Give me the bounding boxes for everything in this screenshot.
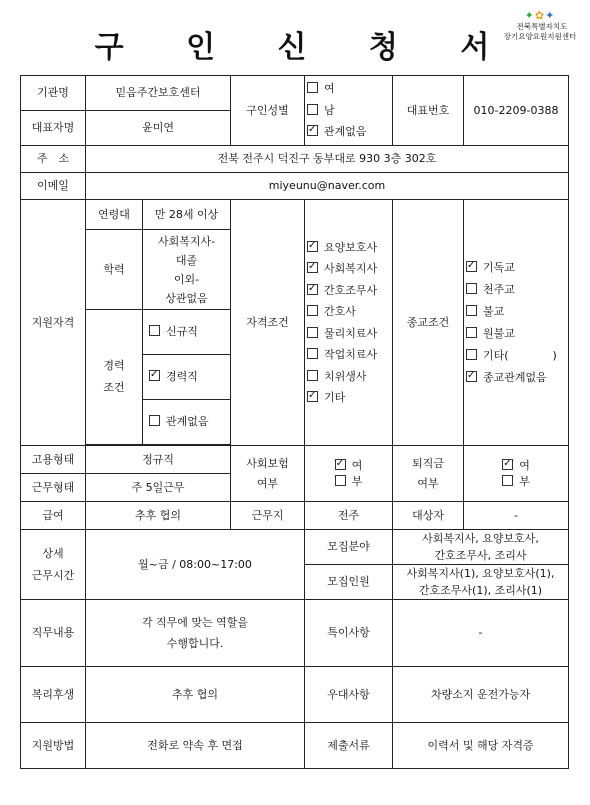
cert-option-label: 사회복지사 [324,262,378,275]
cert-option-label: 기타 [324,391,346,404]
cert-option [307,237,390,259]
cert-checkbox-list [307,237,390,409]
checkbox-icon[interactable] [307,348,318,359]
value-org-name: 믿음주간보호센터 [86,76,231,111]
severance-option-label: 여 [519,458,530,472]
religion-option [466,279,566,301]
insurance-option-label: 여 [351,458,363,472]
label-target: 대상자 [393,502,464,530]
label-rep-name: 대표자명 [21,111,86,146]
logo-line2: 장기요양요원지원센터 [503,32,577,41]
cert-option [307,301,390,323]
severance-option [502,474,530,490]
center-logo [500,10,580,42]
career-option-label: 경력직 [166,370,198,383]
severance-options [464,446,569,502]
cert-option-label: 간호조무사 [324,283,378,297]
label-email: 이메일 [21,173,86,200]
value-work-type: 주 5일근무 [86,474,231,502]
career-option-experienced [143,355,231,400]
severance-option [502,458,530,474]
label-preference: 우대사항 [305,667,393,723]
value-work-place: 전주 [305,502,393,530]
cert-option-label: 작업치료사 [324,348,378,361]
label-field: 모집분야 [305,530,393,565]
checkbox-icon[interactable] [502,475,513,486]
religion-option [466,323,566,345]
value-email: miyeunu@naver.com [86,173,569,200]
insurance-checkbox-list [335,458,363,490]
value-rep-name: 윤미연 [86,111,231,146]
gender-option-label: 여 [324,82,335,96]
cert-option-label: 치위생사 [324,369,367,383]
gender-option [307,78,390,100]
value-education: 사회복지사- 대졸 이외- 상관없음 [143,230,231,310]
gender-option [307,121,390,143]
cert-option-label: 물리치료사 [324,326,378,340]
cert-option [307,387,390,409]
label-career: 경력 조건 [86,310,143,445]
gender-option [307,100,390,122]
severance-checkbox-list [502,458,530,490]
cert-option [307,323,390,345]
career-option-label: 관계없음 [166,415,209,428]
logo-line1: 전북특별자치도 [516,22,568,31]
label-age: 연령대 [86,200,143,230]
cert-option-label: 간호사 [324,305,356,318]
label-insurance: 사회보험 여부 [231,446,305,502]
value-docs: 이력서 및 해당 자격증 [393,723,569,769]
value-field: 사회복지사, 요양보호사, 간호조무사, 조리사 [393,530,569,565]
gender-options [305,76,393,146]
cert-option [307,344,390,366]
label-headcount: 모집인원 [305,565,393,600]
cert-options [305,200,393,446]
checkbox-icon[interactable] [307,391,318,402]
insurance-option [335,458,363,474]
label-org-name: 기관명 [21,76,86,111]
checkbox-icon[interactable] [466,327,477,338]
value-special: - [393,600,569,667]
career-option-any [143,400,231,445]
label-work-type: 근무형태 [21,474,86,502]
religion-option-label: 기독교 [483,260,515,274]
job-request-form [20,75,569,769]
checkbox-icon[interactable] [307,82,318,93]
severance-option-label: 부 [519,474,530,488]
checkbox-icon[interactable] [307,284,318,295]
label-address: 주 소 [21,146,86,173]
religion-options [464,200,569,446]
religion-option-label: 원불교 [483,326,515,340]
cert-option [307,366,390,388]
label-cert: 자격조건 [231,200,305,446]
label-gender: 구인성별 [231,76,305,146]
label-docs: 제출서류 [305,723,393,769]
checkbox-icon[interactable] [335,459,346,470]
checkbox-icon[interactable] [466,349,477,360]
cert-option [307,258,390,280]
label-special: 특이사항 [305,600,393,667]
checkbox-icon[interactable] [307,370,318,381]
checkbox-icon[interactable] [335,475,346,486]
gender-checkbox-list [307,78,390,143]
value-preference: 차량소지 운전가능자 [393,667,569,723]
checkbox-icon[interactable] [149,415,160,426]
religion-option [466,367,566,389]
label-work-place: 근무지 [231,502,305,530]
insurance-options [305,446,393,502]
checkbox-icon[interactable] [307,125,318,136]
insurance-option [335,474,363,490]
value-salary: 추후 협의 [86,502,231,530]
checkbox-icon[interactable] [307,305,318,316]
value-duties: 각 직무에 맞는 역할을 수행합니다. [86,600,305,667]
checkbox-icon[interactable] [149,370,160,381]
checkbox-icon[interactable] [466,283,477,294]
value-target: - [464,502,569,530]
checkbox-icon[interactable] [307,241,318,252]
checkbox-icon[interactable] [466,261,477,272]
logo-mark-icon: ✦✿✦ [524,9,556,22]
label-qualification: 지원자격 [21,200,86,446]
form-title: 구 인 신 청 서 [94,30,516,65]
value-headcount: 사회복지사(1), 요양보호사(1), 간호조무사(1), 조리사(1) [393,565,569,600]
checkbox-icon[interactable] [502,459,513,470]
value-welfare: 추후 협의 [86,667,305,723]
label-religion: 종교조건 [393,200,464,446]
religion-option-label: 종교관계없음 [483,370,547,384]
label-education: 학력 [86,230,143,310]
checkbox-icon[interactable] [466,305,477,316]
religion-option-label: 천주교 [483,282,515,296]
insurance-option-label: 부 [351,474,363,488]
cert-option [307,280,390,302]
label-employment: 고용형태 [21,446,86,474]
value-age: 만 28세 이상 [143,200,231,230]
label-salary: 급여 [21,502,86,530]
label-severance: 퇴직금 여부 [393,446,464,502]
religion-checkbox-list [466,257,566,389]
checkbox-icon[interactable] [307,104,318,115]
cert-option-label: 요양보호사 [324,240,378,254]
career-option-label: 신규직 [166,325,198,338]
gender-option-label: 남 [324,103,335,117]
value-phone: 010-2209-0388 [464,76,569,146]
checkbox-icon[interactable] [307,262,318,273]
label-welfare: 복리후생 [21,667,86,723]
value-address: 전북 전주시 덕진구 동부대로 930 3층 302호 [86,146,569,173]
label-phone: 대표번호 [393,76,464,146]
religion-option [466,345,566,367]
label-duties: 직무내용 [21,600,86,667]
religion-option [466,301,566,323]
label-hours: 상세 근무시간 [21,530,86,600]
gender-option-label: 관계없음 [324,125,367,139]
religion-option [466,257,566,279]
career-option-new [143,310,231,355]
label-method: 지원방법 [21,723,86,769]
religion-option-label: 기타( ) [483,348,557,362]
value-hours: 월~금 / 08:00~17:00 [86,530,305,600]
value-method: 전화로 약속 후 면접 [86,723,305,769]
checkbox-icon[interactable] [466,371,477,382]
checkbox-icon[interactable] [307,327,318,338]
checkbox-icon[interactable] [149,325,160,336]
value-employment: 정규직 [86,446,231,474]
religion-option-label: 불교 [483,304,505,318]
